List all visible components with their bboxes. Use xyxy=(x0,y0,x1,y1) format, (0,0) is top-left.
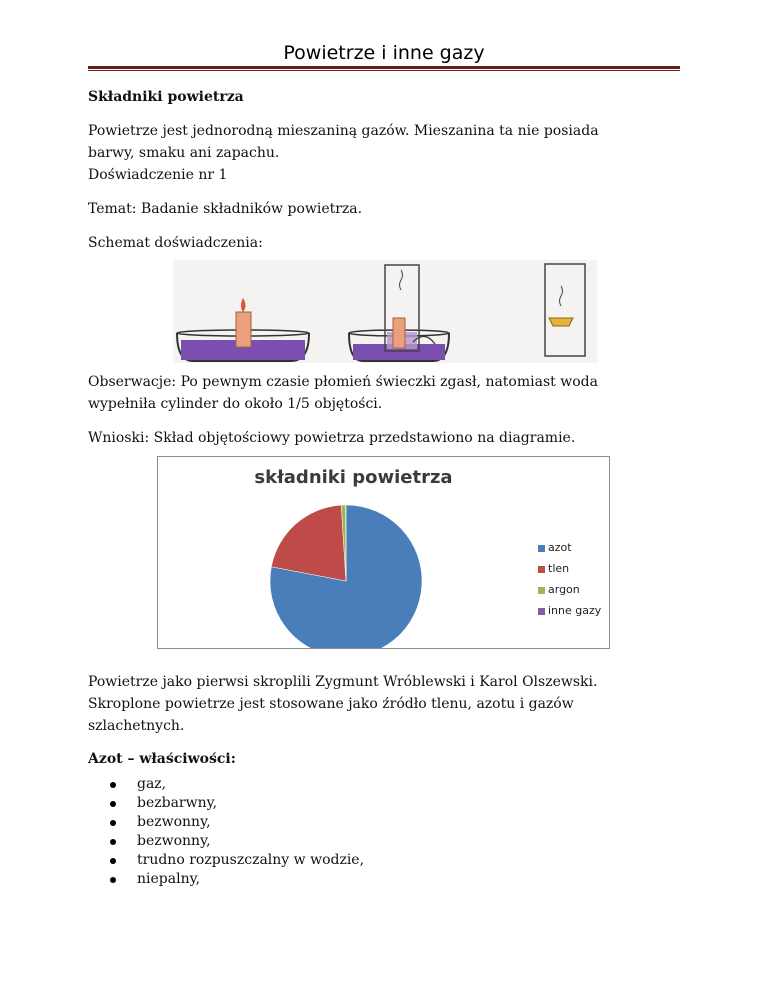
experiment-topic: Temat: Badanie składników powietrza. xyxy=(88,201,363,217)
property-item xyxy=(110,775,364,794)
property-item xyxy=(110,851,364,870)
property-text: gaz, xyxy=(137,776,167,792)
experiment-drawing xyxy=(173,260,597,363)
property-item xyxy=(110,870,364,889)
bullet-icon xyxy=(110,820,116,826)
legend-label: azot xyxy=(548,541,572,554)
property-text: bezwonny, xyxy=(137,833,211,849)
header-rule-thin xyxy=(88,70,680,71)
experiment-schema-label: Schemat doświadczenia: xyxy=(88,235,263,251)
property-item xyxy=(110,794,364,813)
property-text: bezbarwny, xyxy=(137,795,218,811)
section-heading-nitrogen: Azot – właściwości: xyxy=(88,751,236,767)
page-header-title: Powietrze i inne gazy xyxy=(283,42,485,64)
property-text: trudno rozpuszczalny w wodzie, xyxy=(137,852,365,868)
section-heading-air-components: Składniki powietrza xyxy=(88,89,244,105)
legend-label: inne gazy xyxy=(548,604,602,617)
legend-swatch xyxy=(538,566,545,573)
nitrogen-properties-list xyxy=(110,775,364,889)
bullet-icon xyxy=(110,801,116,807)
header-rule xyxy=(88,66,680,69)
chart-title: składniki powietrza xyxy=(254,467,453,488)
property-text: niepalny, xyxy=(137,871,201,887)
property-item xyxy=(110,832,364,851)
property-text: bezwonny, xyxy=(137,814,211,830)
pie-chart xyxy=(157,456,610,649)
legend-swatch xyxy=(538,587,545,594)
bullet-icon xyxy=(110,782,116,788)
legend-swatch xyxy=(538,545,545,552)
legend-label: argon xyxy=(548,583,580,596)
intro-paragraph: Powietrze jest jednorodną mieszaniną gazów. Mieszanina ta nie posiada barwy, smaku ani zapachu. xyxy=(88,123,599,161)
legend-label: tlen xyxy=(548,562,570,575)
bullet-icon xyxy=(110,839,116,845)
experiment-drawing-svg xyxy=(173,260,597,363)
liquefaction-paragraph: Powietrze jako pierwsi skroplili Zygmunt Wróblewski i Karol Olszewski. Skroplone powietrze jest stosowane jako źródło tlenu, azotu i gazów szlachetnych. xyxy=(88,674,598,734)
legend-swatch xyxy=(538,608,545,615)
conclusions-paragraph: Wnioski: Skład objętościowy powietrza przedstawiono na diagramie. xyxy=(88,430,576,446)
pie-chart-svg xyxy=(158,457,609,648)
observations-paragraph: Obserwacje: Po pewnym czasie płomień świeczki zgasł, natomiast woda wypełniła cylinder do około 1/5 objętości. xyxy=(88,374,598,412)
bullet-icon xyxy=(110,858,116,864)
experiment-number: Doświadczenie nr 1 xyxy=(88,167,228,183)
bullet-icon xyxy=(110,877,116,883)
property-item xyxy=(110,813,364,832)
